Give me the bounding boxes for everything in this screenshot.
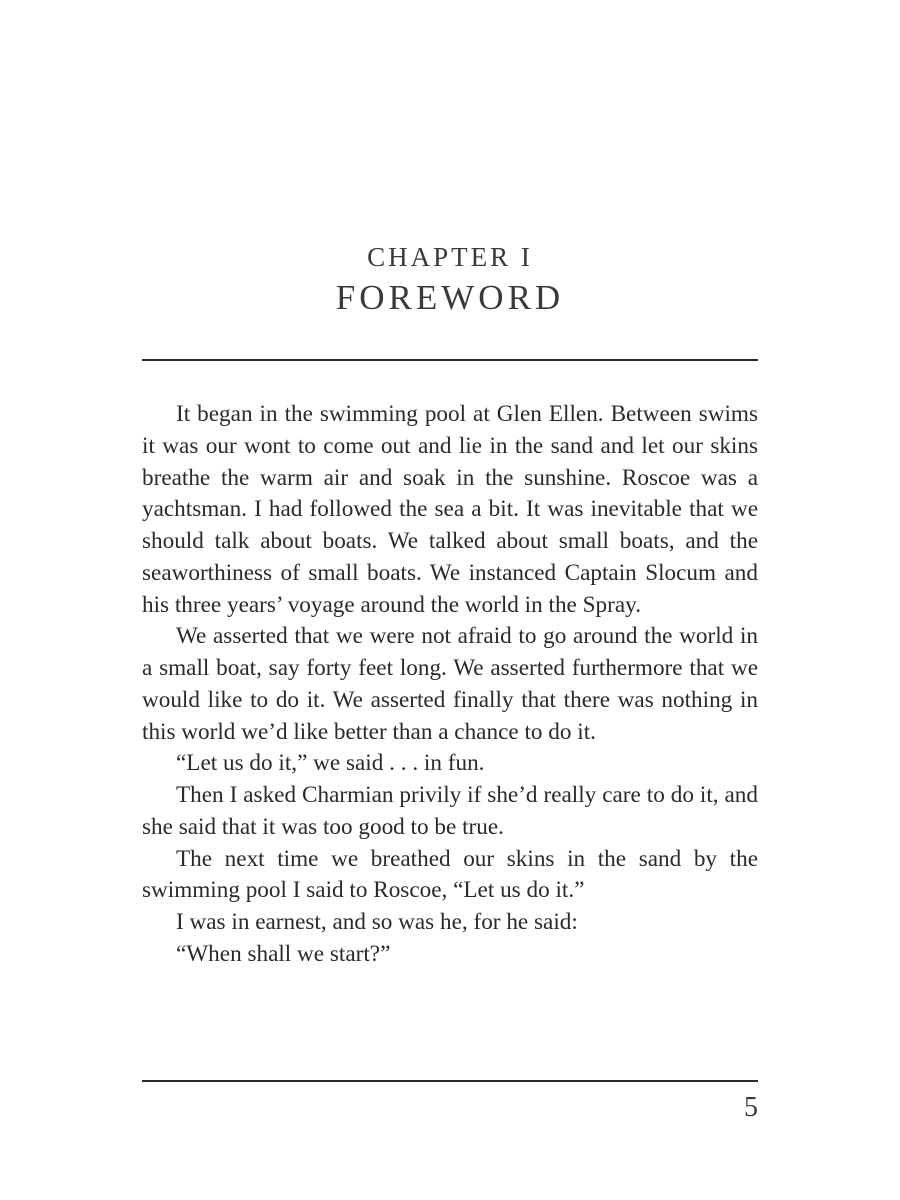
paragraph: I was in earnest, and so was he, for he said: [176, 909, 578, 935]
top-divider [142, 359, 758, 361]
chapter-title: FOREWORD [335, 278, 565, 317]
chapter-body [142, 399, 758, 971]
paragraph: “When shall we start?” [176, 940, 391, 967]
paragraph: Then I asked Charmian privily if she’d really care to do it, and she said that it was too good to be true. [142, 782, 758, 840]
paragraph: “Let us do it,” we said . . . in fun. [176, 750, 485, 777]
paragraph: The next time we breathed our skins in the sand by the swimming pool I said to Roscoe, “Let us do it.” [142, 845, 758, 904]
chapter-number: CHAPTER I [367, 242, 533, 272]
paragraph: We asserted that we were not afraid to go around the world in a small boat, say forty feet long. We asserted furthermore that we would like to do it. We asserted finally that there was nothing in this world we’d like better than a chance to do it. [142, 623, 758, 745]
bottom-divider [142, 1080, 758, 1082]
paragraph: It began in the swimming pool at Glen Ellen. Between swims it was our wont to come out and lie in the sand and let our skins breathe the warm air and soak in the sunshine. Roscoe was a yachtsman. I had followed the sea a bit. It was inevitable that we should talk about boats. We talked about small boats, and the seaworthiness of small boats. We instanced Captain Slocum and his three years’ voyage around the world in the Spray. [142, 401, 758, 618]
page-number: 5 [744, 1092, 758, 1123]
